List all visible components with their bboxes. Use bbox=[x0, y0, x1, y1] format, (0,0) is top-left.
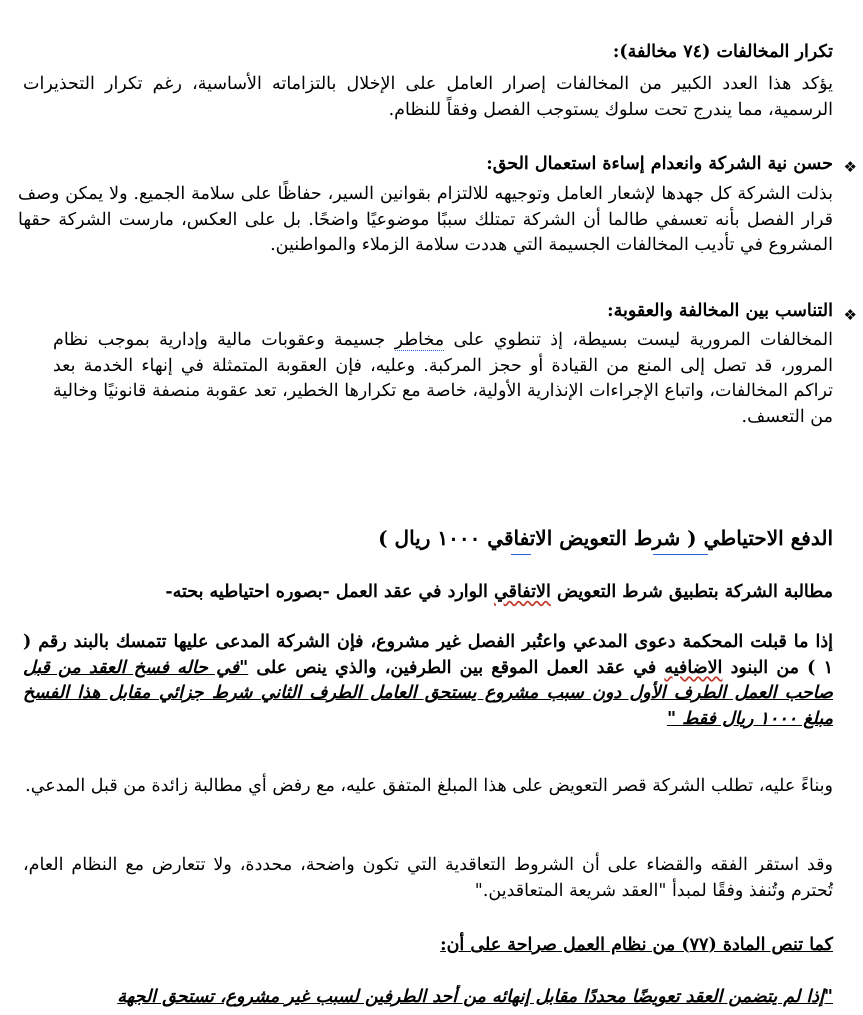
good-faith-body: بذلت الشركة كل جهدها لإشعار العامل وتوجيهه للالتزام بقوانين السير، حفاظًا على سلامة الجميع. ولا يمكن وصف قرار الفصل بأنه تعسفي طالما أن الشركة تمتلك سببًا موضوعيًا واضحًا. بل على العكس، مارست الشركة حقها المشروع في تأديب المخالفات الجسيمة التي هددت سلامة الزملاء والمواطنين. bbox=[18, 184, 833, 255]
article-title: كما تنص المادة (٧٧) من نظام العمل صراحة على أن: bbox=[440, 935, 833, 955]
accordingly-paragraph: وبناءً عليه، تطلب الشركة قصر التعويض على هذا المبلغ المتفق عليه، مع رفض أي مطالبة زائدة من قبل المدعي. bbox=[25, 776, 833, 796]
misspelled-word: الاضافيه bbox=[664, 657, 723, 678]
good-faith-title: حسن نية الشركة وانعدام إساءة استعمال الحق: bbox=[486, 154, 833, 174]
flagged-word: مخاطر bbox=[394, 330, 445, 350]
proofing-mark bbox=[653, 546, 708, 555]
proportion-text-a: المخالفات المرورية ليست بسيطة، إذ تنطوي على bbox=[444, 330, 833, 350]
claim-text-b: الوارد في عقد العمل -بصوره احتياطيه بحته- bbox=[165, 582, 494, 602]
proofing-mark bbox=[511, 546, 531, 555]
clause-paragraph bbox=[23, 630, 833, 732]
clause-text-b: في عقد العمل الموقع بين الطرفين، والذي ينص على bbox=[248, 657, 665, 678]
misspelled-word: الاتفاقي bbox=[494, 582, 551, 602]
proportion-text-b: جسيمة وعقوبات مالية وإدارية بموجب نظام المرور، قد تصل إلى المنع من القيادة أو حجز المركبة. وعليه، فإن العقوبة المتمثلة في إنهاء الخدمة بعد تراكم المخالفات، واتباع الإجراءات الإنذارية الأولية، خاصة مع تكرارها الخطير، تعد عقوبة منصفة قانونيًا وخالية من التعسف. bbox=[53, 330, 833, 427]
proportion-body bbox=[53, 328, 833, 430]
claim-title bbox=[23, 580, 833, 606]
repeat-body: يؤكد هذا العدد الكبير من المخالفات إصرار العامل على الإخلال بالتزاماته الأساسية، رغم تكرار التحذيرات الرسمية، مما يندرج تحت سلوك يستوجب الفصل وفقاً للنظام. bbox=[23, 74, 833, 120]
jurisprudence-paragraph: وقد استقر الفقه والقضاء على أن الشروط التعاقدية التي تكون واضحة، محددة، ولا تتعارض مع النظام العام، تُحترم وتُنفذ وفقًا لمبدأ "العقد شريعة المتعاقدين." bbox=[23, 855, 833, 901]
clause-quote: "في حاله فسخ العقد من قبل صاحب العمل الطرف الأول دون سبب مشروع يستحق العامل الطرف الثاني شرط جزائي مقابل هذا الفسخ مبلغ ١٠٠٠ ريال فقط " bbox=[23, 657, 833, 729]
proportion-title: التناسب بين المخالفة والعقوبة: bbox=[607, 301, 833, 321]
bullet-icon: ❖ bbox=[843, 158, 857, 176]
repeat-title: تكرار المخالفات (٧٤ مخالفة): bbox=[612, 42, 833, 62]
clause-text-a: إذا ما قبلت المحكمة دعوى المدعي واعتُبر الفصل غير مشروع، فإن الشركة المدعى عليها تتمسك بالبند رقم ( ١ ) من البنود bbox=[23, 632, 833, 678]
article-quote: "إذا لم يتضمن العقد تعويضًا محددًا مقابل إنهائه من أحد الطرفين لسبب غير مشروع، تستحق الجهة bbox=[117, 987, 833, 1007]
bullet-icon: ❖ bbox=[843, 306, 857, 324]
claim-text-a: مطالبة الشركة بتطبيق شرط التعويض bbox=[550, 582, 833, 602]
defense-heading: الدفع الاحتياطي ( شرط التعويض الاتفاقي ١٠٠٠ ريال ) bbox=[378, 526, 833, 550]
